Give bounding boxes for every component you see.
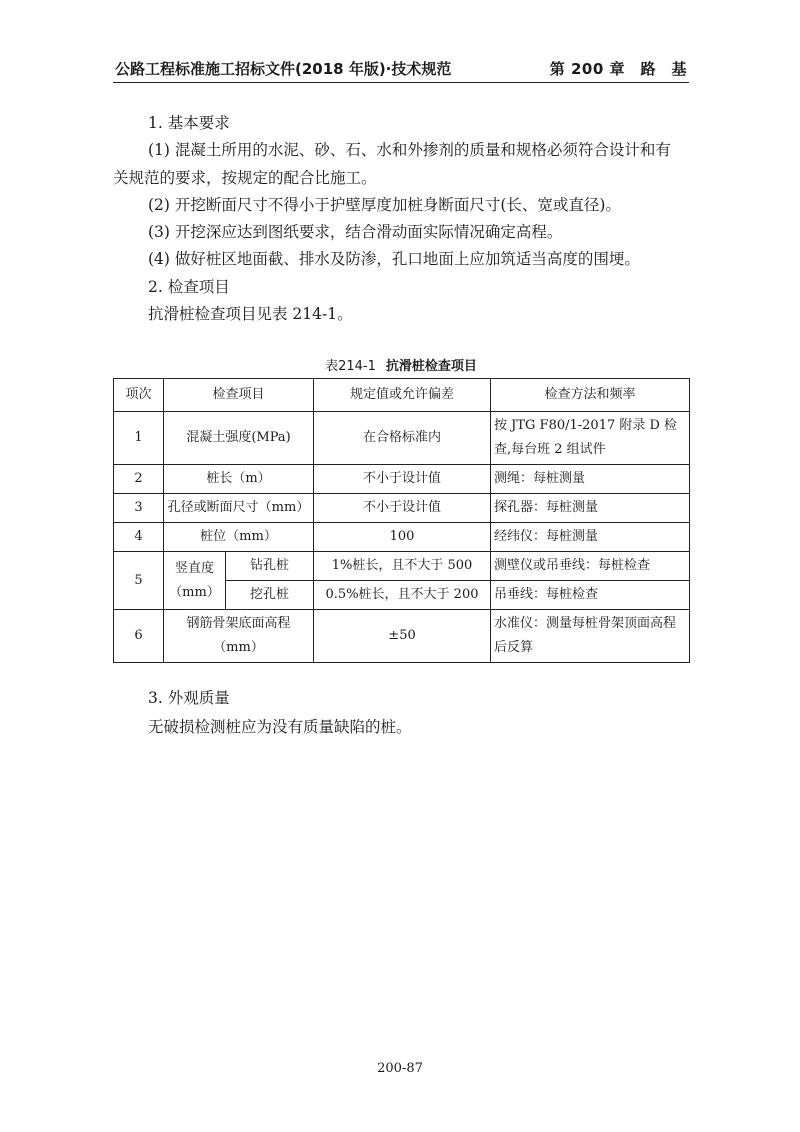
row-method: 经纬仪：每桩测量 xyxy=(491,523,690,552)
row-no: 5 xyxy=(114,552,164,610)
group-label-line1: 竖直度 xyxy=(174,560,214,576)
header-item: 检查项目 xyxy=(164,379,314,412)
row-value: 不小于设计值 xyxy=(314,465,491,494)
requirement-4: (4) 做好桩区地面截、排水及防渗，孔口地面上应加筑适当高度的围埂。 xyxy=(148,250,640,269)
row-item: 孔径或断面尺寸（mm） xyxy=(164,494,314,523)
group-label-line2: （mm） xyxy=(169,584,220,600)
row-subitem: 挖孔桩 xyxy=(226,581,314,610)
requirement-3: (3) 开挖深应达到图纸要求，结合滑动面实际情况确定高程。 xyxy=(148,223,563,242)
row-method: 测绳：每桩测量 xyxy=(491,465,690,494)
header-chapter-title: 第 200 章 路 基 xyxy=(549,60,687,78)
table-row xyxy=(114,494,690,523)
row-value: 在合格标准内 xyxy=(314,412,491,465)
page-header xyxy=(113,50,689,83)
row-method: 吊垂线：每桩检查 xyxy=(491,581,690,610)
inspection-table xyxy=(113,378,690,663)
row-item-line2: （mm） xyxy=(213,640,264,655)
table-caption-title: 抗滑桩检查项目 xyxy=(385,359,477,374)
row-no: 2 xyxy=(114,465,164,494)
row-no: 4 xyxy=(114,523,164,552)
header-value: 规定值或允许偏差 xyxy=(314,379,491,412)
row-item-line1: 钢筋骨架底面高程 xyxy=(186,616,291,631)
row-value: 0.5%桩长，且不大于 200 xyxy=(314,581,491,610)
row-value: ±50 xyxy=(314,610,491,663)
table-row xyxy=(114,610,690,663)
table-row xyxy=(114,412,690,465)
table-header-row xyxy=(114,379,690,412)
page-number: 200-87 xyxy=(377,1061,423,1076)
section-2-heading: 2. 检查项目 xyxy=(148,277,230,296)
requirement-1-line2: 关规范的要求，按规定的配合比施工。 xyxy=(113,168,377,187)
section-1-heading: 1. 基本要求 xyxy=(148,114,230,132)
table-row xyxy=(114,523,690,552)
table-row xyxy=(114,552,690,581)
row-item: 混凝土强度(MPa) xyxy=(164,412,314,465)
appearance-section xyxy=(148,684,412,742)
row-no: 3 xyxy=(114,494,164,523)
table-caption xyxy=(113,355,689,374)
header-method: 检查方法和频率 xyxy=(491,379,690,412)
row-method: 按 JTG F80/1-2017 附录 D 检查,每台班 2 组试件 xyxy=(491,412,690,465)
row-item xyxy=(164,610,314,663)
header-no: 项次 xyxy=(114,379,164,412)
row-item: 桩长（m） xyxy=(164,465,314,494)
row-method: 测壁仪或吊垂线：每桩检查 xyxy=(491,552,690,581)
row-no: 1 xyxy=(114,412,164,465)
row-no: 6 xyxy=(114,610,164,663)
requirement-2: (2) 开挖断面尺寸不得小于护壁厚度加桩身断面尺寸(长、宽或直径)。 xyxy=(148,195,621,214)
requirement-1-line1: (1) 混凝土所用的水泥、砂、石、水和外掺剂的质量和规格必须符合设计和有 xyxy=(148,141,671,160)
row-subitem: 钻孔桩 xyxy=(226,552,314,581)
section-3-text: 无破损检测桩应为没有质量缺陷的桩。 xyxy=(148,718,412,736)
row-item: 桩位（mm） xyxy=(164,523,314,552)
header-document-title: 公路工程标准施工招标文件(2018 年版)·技术规范 xyxy=(115,60,452,78)
section-2-text: 抗滑桩检查项目见表 214-1。 xyxy=(148,305,353,324)
body-text xyxy=(113,110,693,328)
table-row xyxy=(114,465,690,494)
row-value: 100 xyxy=(314,523,491,552)
row-value: 1%桩长，且不大于 500 xyxy=(314,552,491,581)
table-caption-number: 表214-1 xyxy=(325,359,376,374)
row-group-label xyxy=(164,552,226,610)
section-3-heading: 3. 外观质量 xyxy=(148,689,230,707)
row-value: 不小于设计值 xyxy=(314,494,491,523)
row-method: 水准仪：测量每桩骨架顶面高程后反算 xyxy=(491,610,690,663)
row-method: 探孔器：每桩测量 xyxy=(491,494,690,523)
